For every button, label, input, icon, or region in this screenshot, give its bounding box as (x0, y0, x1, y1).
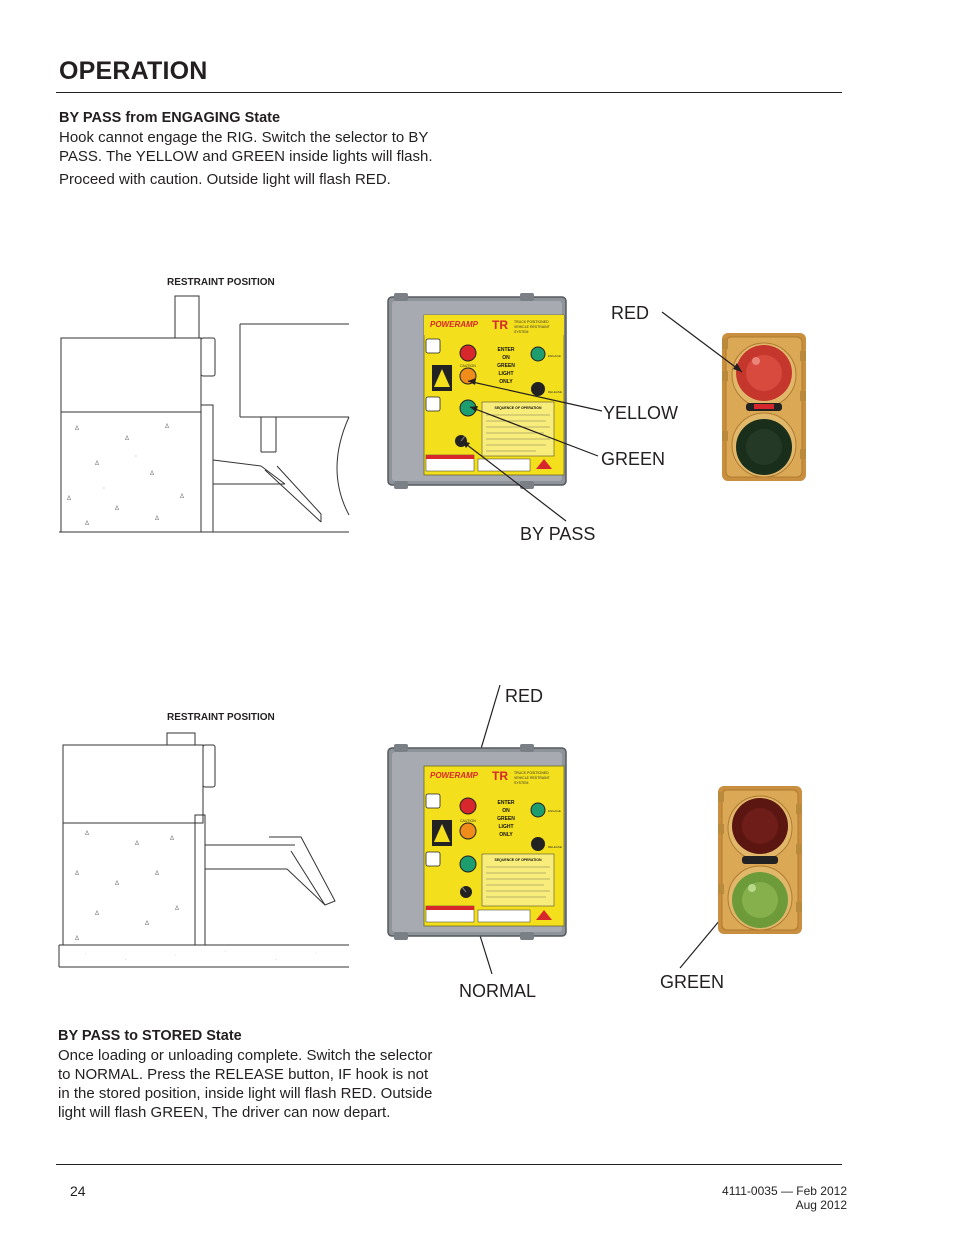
svg-text:Δ: Δ (175, 906, 180, 912)
svg-text:⋅: ⋅ (125, 957, 127, 963)
svg-text:GREEN: GREEN (497, 816, 515, 822)
svg-text:Δ: Δ (170, 836, 175, 842)
section2-body: Once loading or unloading complete. Switch the selector to NORMAL. Press the RELEASE button, IF hook is not in the stored position, inside light will flash RED. Outside light will flash GREEN, The driver can now depart. (58, 1047, 433, 1121)
svg-text:⋅: ⋅ (135, 454, 137, 460)
svg-text:LIGHT: LIGHT (498, 824, 514, 830)
panel-engage-2: ENGAGE (548, 809, 561, 813)
svg-text:Δ: Δ (115, 881, 120, 887)
svg-text:SYSTEM: SYSTEM (514, 330, 529, 334)
svg-text:GREEN: GREEN (497, 363, 515, 369)
svg-text:Δ: Δ (155, 871, 160, 877)
svg-text:⋅: ⋅ (85, 951, 87, 957)
callout-normal-2: NORMAL (459, 981, 537, 1001)
svg-text:TR: TR (492, 318, 508, 332)
svg-text:Δ: Δ (75, 871, 80, 877)
panel-brand-2: POWERAMP (430, 771, 478, 780)
panel-release-1: RELEASE (548, 390, 562, 394)
callout-red-1: RED (611, 303, 650, 323)
panel-caution-2: CAUTION (460, 819, 476, 823)
svg-text:ONLY: ONLY (499, 379, 513, 385)
callout-green-1: GREEN (601, 449, 666, 469)
svg-text:Δ: Δ (155, 516, 160, 522)
section1-heading: BY PASS from ENGAGING State (59, 110, 281, 126)
panel-brand-1: POWERAMP (430, 320, 478, 329)
callout-green-2: GREEN (660, 972, 725, 992)
svg-text:Δ: Δ (95, 461, 100, 467)
svg-text:LIGHT: LIGHT (498, 371, 514, 377)
callout-bypass-1: BY PASS (520, 524, 596, 544)
section1-body: Hook cannot engage the RIG. Switch the selector to BY PASS. The YELLOW and GREEN inside lights will flash. (59, 129, 433, 165)
panel-amber-lamp-2 (460, 823, 476, 839)
section1-body2: Proceed with caution. Outside light will flash RED. (59, 171, 391, 188)
svg-text:⋅: ⋅ (103, 486, 105, 492)
callout-yellow-1: YELLOW (603, 403, 679, 423)
panel-engage-1: ENGAGE (548, 354, 561, 358)
svg-text:ON: ON (502, 355, 510, 361)
panel-green-lamp-2 (460, 856, 476, 872)
panel-sequence-2: SEQUENCE OF OPERATION (494, 858, 542, 862)
svg-text:Δ: Δ (85, 521, 90, 527)
svg-text:TRUCK POSITIONED: TRUCK POSITIONED (514, 771, 549, 775)
restraint-label-2: RESTRAINT POSITION (167, 712, 275, 723)
doc-reference: 4111-0035 — Feb 2012 Aug 2012 (722, 1184, 847, 1212)
page-number: 24 (70, 1183, 86, 1199)
svg-text:VEHICLE RESTRAINT: VEHICLE RESTRAINT (514, 776, 550, 780)
svg-text:Δ: Δ (180, 494, 185, 500)
svg-text:Δ: Δ (95, 911, 100, 917)
svg-text:Δ: Δ (145, 921, 150, 927)
svg-text:Δ: Δ (75, 936, 80, 942)
panel-release-2: RELEASE (548, 845, 562, 849)
page-title: OPERATION (59, 57, 208, 85)
restraint-drawing-2 (55, 705, 355, 975)
svg-text:SYSTEM: SYSTEM (514, 781, 529, 785)
svg-text:Δ: Δ (115, 506, 120, 512)
svg-text:TRUCK POSITIONED: TRUCK POSITIONED (514, 320, 549, 324)
footer-rule (56, 1164, 842, 1165)
panel-caution-1: CAUTION (460, 364, 476, 368)
svg-text:Δ: Δ (67, 496, 72, 502)
traffic-light-2 (714, 784, 806, 936)
svg-text:VEHICLE RESTRAINT: VEHICLE RESTRAINT (514, 325, 550, 329)
control-box-2 (386, 744, 570, 940)
svg-text:ENTER: ENTER (497, 347, 515, 353)
restraint-label-1: RESTRAINT POSITION (167, 277, 275, 288)
svg-text:ON: ON (502, 808, 510, 814)
svg-text:TR: TR (492, 769, 508, 783)
svg-text:⋅: ⋅ (315, 951, 317, 957)
callout-red-2: RED (505, 686, 544, 706)
svg-text:Δ: Δ (125, 436, 130, 442)
section2-heading: BY PASS to STORED State (58, 1028, 242, 1044)
panel-sequence-1: SEQUENCE OF OPERATION (494, 406, 542, 410)
svg-text:Δ: Δ (150, 471, 155, 477)
svg-text:Δ: Δ (135, 841, 140, 847)
svg-text:⋅: ⋅ (175, 953, 177, 959)
svg-text:Δ: Δ (75, 426, 80, 432)
svg-text:Δ: Δ (85, 831, 90, 837)
svg-text:Δ: Δ (165, 424, 170, 430)
svg-text:ENTER: ENTER (497, 800, 515, 806)
svg-text:⋅: ⋅ (225, 949, 227, 955)
svg-text:ONLY: ONLY (499, 832, 513, 838)
panel-red-lamp-2 (460, 798, 476, 814)
svg-text:⋅: ⋅ (275, 957, 277, 963)
